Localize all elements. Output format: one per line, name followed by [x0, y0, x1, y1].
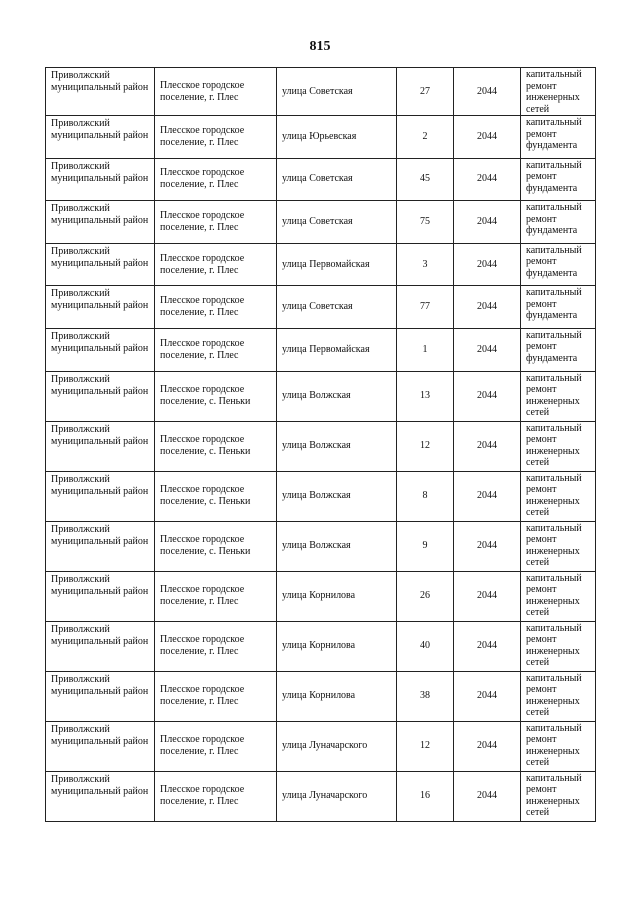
year-cell: 2044 — [454, 671, 521, 721]
table-row — [46, 421, 596, 471]
house-number-cell: 40 — [397, 621, 454, 671]
district-cell: Приволжский муниципальный район — [46, 286, 155, 329]
street-cell: улица Советская — [277, 286, 397, 329]
settlement-cell: Плесское городское поселение, с. Пеньки — [155, 371, 277, 421]
year-cell: 2044 — [454, 328, 521, 371]
year-cell: 2044 — [454, 721, 521, 771]
table-row — [46, 68, 596, 116]
work-type-cell: капитальный ремонт фундамента — [521, 158, 596, 201]
settlement-cell: Плесское городское поселение, с. Пеньки — [155, 421, 277, 471]
street-cell: улица Волжская — [277, 371, 397, 421]
work-type-cell: капитальный ремонт инженерных сетей — [521, 571, 596, 621]
house-number-cell: 1 — [397, 328, 454, 371]
work-type-cell: капитальный ремонт фундамента — [521, 286, 596, 329]
district-cell: Приволжский муниципальный район — [46, 421, 155, 471]
house-number-cell: 12 — [397, 721, 454, 771]
table-row — [46, 621, 596, 671]
house-number-cell: 75 — [397, 201, 454, 244]
table-row — [46, 471, 596, 521]
work-type-cell: капитальный ремонт фундамента — [521, 201, 596, 244]
district-cell: Приволжский муниципальный район — [46, 571, 155, 621]
house-number-cell: 8 — [397, 471, 454, 521]
settlement-cell: Плесское городское поселение, г. Плес — [155, 243, 277, 286]
work-type-cell: капитальный ремонт инженерных сетей — [521, 721, 596, 771]
year-cell: 2044 — [454, 286, 521, 329]
table-body — [46, 68, 596, 822]
street-cell: улица Волжская — [277, 521, 397, 571]
district-cell: Приволжский муниципальный район — [46, 116, 155, 159]
table-row — [46, 721, 596, 771]
house-number-cell: 26 — [397, 571, 454, 621]
house-number-cell: 16 — [397, 771, 454, 821]
street-cell: улица Советская — [277, 158, 397, 201]
work-type-cell: капитальный ремонт фундамента — [521, 328, 596, 371]
street-cell: улица Юрьевская — [277, 116, 397, 159]
work-type-cell: капитальный ремонт инженерных сетей — [521, 68, 596, 116]
settlement-cell: Плесское городское поселение, г. Плес — [155, 116, 277, 159]
house-number-cell: 12 — [397, 421, 454, 471]
housing-register-table — [45, 67, 596, 822]
page-number: 815 — [309, 39, 331, 54]
table-row — [46, 771, 596, 821]
work-type-cell: капитальный ремонт инженерных сетей — [521, 621, 596, 671]
settlement-cell: Плесское городское поселение, г. Плес — [155, 158, 277, 201]
district-cell: Приволжский муниципальный район — [46, 621, 155, 671]
year-cell: 2044 — [454, 771, 521, 821]
settlement-cell: Плесское городское поселение, г. Плес — [155, 771, 277, 821]
year-cell: 2044 — [454, 201, 521, 244]
house-number-cell: 13 — [397, 371, 454, 421]
work-type-cell: капитальный ремонт инженерных сетей — [521, 671, 596, 721]
street-cell: улица Советская — [277, 68, 397, 116]
street-cell: улица Первомайская — [277, 243, 397, 286]
street-cell: улица Луначарского — [277, 721, 397, 771]
year-cell: 2044 — [454, 621, 521, 671]
work-type-cell: капитальный ремонт фундамента — [521, 116, 596, 159]
table-row — [46, 571, 596, 621]
street-cell: улица Корнилова — [277, 571, 397, 621]
district-cell: Приволжский муниципальный район — [46, 243, 155, 286]
year-cell: 2044 — [454, 158, 521, 201]
house-number-cell: 38 — [397, 671, 454, 721]
work-type-cell: капитальный ремонт инженерных сетей — [521, 371, 596, 421]
street-cell: улица Советская — [277, 201, 397, 244]
street-cell: улица Корнилова — [277, 621, 397, 671]
house-number-cell: 27 — [397, 68, 454, 116]
work-type-cell: капитальный ремонт инженерных сетей — [521, 421, 596, 471]
district-cell: Приволжский муниципальный район — [46, 371, 155, 421]
settlement-cell: Плесское городское поселение, г. Плес — [155, 621, 277, 671]
table-row — [46, 286, 596, 329]
year-cell: 2044 — [454, 116, 521, 159]
street-cell: улица Корнилова — [277, 671, 397, 721]
year-cell: 2044 — [454, 421, 521, 471]
house-number-cell: 2 — [397, 116, 454, 159]
house-number-cell: 3 — [397, 243, 454, 286]
year-cell: 2044 — [454, 243, 521, 286]
street-cell: улица Первомайская — [277, 328, 397, 371]
street-cell: улица Волжская — [277, 471, 397, 521]
street-cell: улица Волжская — [277, 421, 397, 471]
work-type-cell: капитальный ремонт инженерных сетей — [521, 521, 596, 571]
house-number-cell: 9 — [397, 521, 454, 571]
year-cell: 2044 — [454, 521, 521, 571]
district-cell: Приволжский муниципальный район — [46, 201, 155, 244]
work-type-cell: капитальный ремонт инженерных сетей — [521, 771, 596, 821]
table-row — [46, 371, 596, 421]
work-type-cell: капитальный ремонт инженерных сетей — [521, 471, 596, 521]
settlement-cell: Плесское городское поселение, г. Плес — [155, 328, 277, 371]
settlement-cell: Плесское городское поселение, с. Пеньки — [155, 521, 277, 571]
year-cell: 2044 — [454, 571, 521, 621]
table-row — [46, 158, 596, 201]
district-cell: Приволжский муниципальный район — [46, 158, 155, 201]
table-row — [46, 671, 596, 721]
table-row — [46, 521, 596, 571]
settlement-cell: Плесское городское поселение, г. Плес — [155, 721, 277, 771]
street-cell: улица Луначарского — [277, 771, 397, 821]
settlement-cell: Плесское городское поселение, г. Плес — [155, 68, 277, 116]
year-cell: 2044 — [454, 68, 521, 116]
settlement-cell: Плесское городское поселение, г. Плес — [155, 571, 277, 621]
house-number-cell: 77 — [397, 286, 454, 329]
district-cell: Приволжский муниципальный район — [46, 721, 155, 771]
settlement-cell: Плесское городское поселение, г. Плес — [155, 201, 277, 244]
settlement-cell: Плесское городское поселение, с. Пеньки — [155, 471, 277, 521]
district-cell: Приволжский муниципальный район — [46, 68, 155, 116]
table-row — [46, 243, 596, 286]
district-cell: Приволжский муниципальный район — [46, 771, 155, 821]
house-number-cell: 45 — [397, 158, 454, 201]
table-row — [46, 201, 596, 244]
year-cell: 2044 — [454, 471, 521, 521]
settlement-cell: Плесское городское поселение, г. Плес — [155, 286, 277, 329]
work-type-cell: капитальный ремонт фундамента — [521, 243, 596, 286]
table-row — [46, 116, 596, 159]
district-cell: Приволжский муниципальный район — [46, 328, 155, 371]
year-cell: 2044 — [454, 371, 521, 421]
district-cell: Приволжский муниципальный район — [46, 521, 155, 571]
table-row — [46, 328, 596, 371]
settlement-cell: Плесское городское поселение, г. Плес — [155, 671, 277, 721]
district-cell: Приволжский муниципальный район — [46, 471, 155, 521]
district-cell: Приволжский муниципальный район — [46, 671, 155, 721]
